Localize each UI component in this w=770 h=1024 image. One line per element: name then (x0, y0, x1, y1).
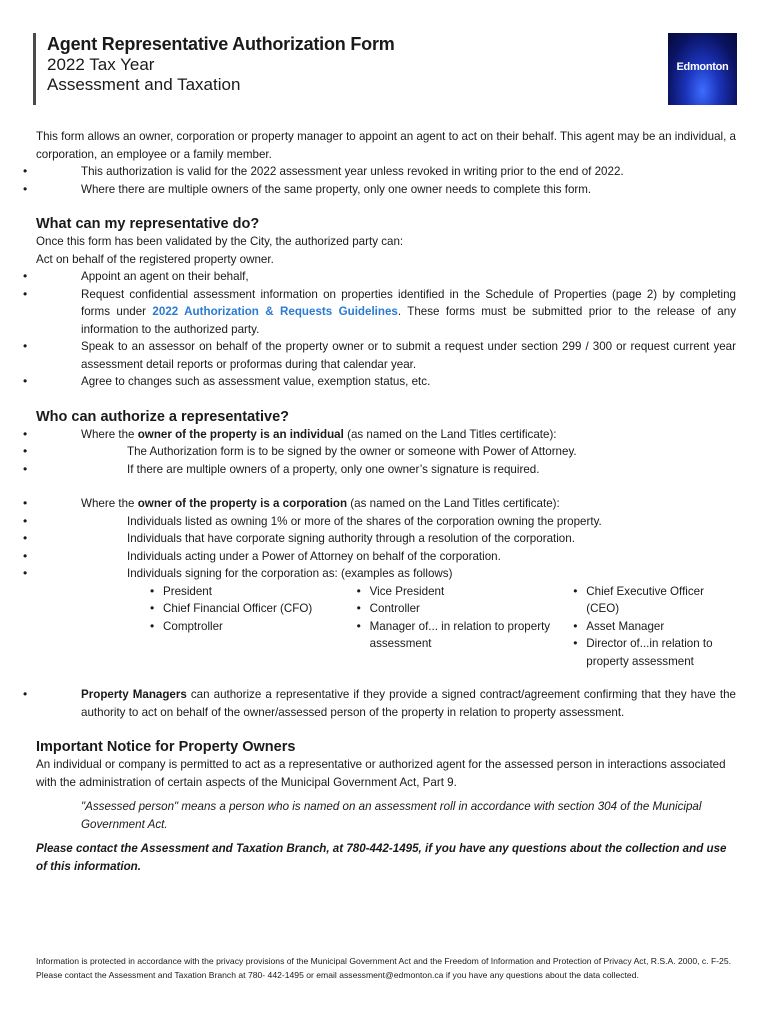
form-header (33, 33, 738, 105)
section-heading-important-notice: Important Notice for Property Owners (36, 739, 296, 755)
corporation-rule-shares: • Individuals listed as owning 1% or more of the shares of the corporation owning the property. (36, 513, 736, 531)
corporation-rule-examples: • Individuals signing for the corporation as: (examples as follows) (36, 565, 736, 583)
officer-title: • Chief Executive Officer (CEO) (586, 583, 736, 618)
section-heading-who-can-authorize: Who can authorize a representative? (36, 408, 290, 425)
corporation-pre: Where the (81, 497, 138, 510)
officer-title: • Comptroller (163, 618, 370, 636)
intro-bullets (36, 163, 736, 198)
officer-title: • Chief Financial Officer (CFO) (163, 600, 370, 618)
officer-title-columns (36, 583, 736, 671)
authorizer-individual (36, 426, 736, 444)
header-accent-bar (33, 33, 36, 105)
authorizer-corporation (36, 495, 736, 513)
individual-rules (36, 443, 736, 478)
form-body (36, 128, 736, 875)
power-request-info (36, 286, 736, 339)
corporation-bold: owner of the property is a corporation (137, 497, 348, 510)
corporation-post: (as named on the Land Titles certificate): (347, 497, 560, 510)
intro-paragraph: This form allows an owner, corporation or property manager to appoint an agent to act on their behalf. This agent may be an individual, a corporation, an employee or a family member. (36, 130, 736, 161)
corporation-rule-signing-authority: • Individuals that have corporate signing authority through a resolution of the corporation. (36, 530, 736, 548)
officer-column-2 (370, 583, 587, 671)
power-request-info-text: Request confidential assessment information on properties identified in the Schedule of Properties (page 2) by completing forms under (81, 287, 736, 318)
officer-column-3 (586, 583, 736, 671)
notice-paragraph: An individual or company is permitted to act as a representative or authorized agent for the assessed person in interactions associated with the administration of certain aspects of the Municipal Government Act, Part 9. (36, 758, 726, 789)
officer-title: • Vice President (370, 583, 587, 601)
individual-post: (as named on the Land Titles certificate): (343, 427, 557, 441)
section1-line1: Once this form has been validated by the City, the authorized party can: (36, 235, 404, 248)
guidelines-link[interactable]: 2022 Authorization & Requests Guidelines (152, 305, 398, 318)
officer-column-1 (163, 583, 370, 671)
officer-title: • President (163, 583, 370, 601)
individual-pre: Where the (81, 427, 138, 441)
individual-rule-multiple: • If there are multiple owners of a property, only one owner’s signature is required. (36, 461, 736, 479)
contact-notice: Please contact the Assessment and Taxation Branch, at 780-442-1495, if you have any questions about the collection and use of this information. (36, 842, 727, 873)
authorizer-list (36, 426, 736, 444)
representative-powers-list (36, 268, 736, 391)
authorizer-property-managers (36, 686, 736, 721)
power-agree-changes: • Agree to changes such as assessment value, exemption status, etc. (36, 373, 736, 391)
form-title: Agent Representative Authorization Form (47, 34, 395, 54)
officer-title: • Director of...in relation to property assessment (586, 635, 736, 670)
authorizer-corporation-list (36, 495, 736, 513)
power-appoint-agent: • Appoint an agent on their behalf, (36, 268, 736, 286)
title-block (47, 33, 395, 95)
property-managers-list (36, 686, 736, 721)
officer-title: • Asset Manager (586, 618, 736, 636)
officer-title: • Manager of... in relation to property assessment (370, 618, 587, 653)
section1-line2: Act on behalf of the registered property owner. (36, 252, 274, 266)
logo-text: Edmonton (676, 61, 729, 73)
power-request-info-tail: . These forms must be submitted prior to the release of any information to the authorized party. (81, 305, 736, 336)
corporation-rule-power-of-attorney: • Individuals acting under a Power of Attorney on behalf of the corporation. (36, 548, 736, 566)
property-managers-bold: Property Managers (81, 688, 187, 701)
property-managers-text: can authorize a representative if they provide a signed contract/agreement confirming that they have the authority to act on behalf of the owner/assessed person of the property in relation to property assessment. (81, 688, 736, 719)
intro-bullet-validity: • This authorization is valid for the 2022 assessment year unless revoked in writing prior to the end of 2022. (36, 163, 736, 181)
individual-rule-signer: • The Authorization form is to be signed by the owner or someone with Power of Attorney. (36, 443, 736, 461)
tax-year: 2022 Tax Year (47, 55, 155, 74)
power-speak-assessor: • Speak to an assessor on behalf of the property owner or to submit a request under section 299 / 300 or request current year assessment detail reports or proformas during that calendar year. (36, 338, 736, 373)
assessed-person-definition: "Assessed person" means a person who is named on an assessment roll in accordance with section 304 of the Municipal Government Act. (81, 800, 702, 831)
section-heading-what-can-do: What can my representative do? (36, 216, 260, 232)
privacy-footer: Information is protected in accordance with the privacy provisions of the Municipal Government Act and the Freedom of Information and Protection of Privacy Act, R.S.A. 2000, c. F-25. Please contact the Assessment and Taxation Branch at 780- 442-1495 or email assessment@edmonton.ca if you have any questions about the data collected. (36, 956, 732, 980)
intro-bullet-multiple-owners: • Where there are multiple owners of the same property, only one owner needs to complete this form. (36, 181, 736, 199)
officer-title: • Controller (370, 600, 587, 618)
edmonton-logo (668, 33, 737, 105)
department-name: Assessment and Taxation (47, 75, 241, 94)
corporation-rules (36, 513, 736, 583)
individual-bold: owner of the property is an individual (137, 427, 344, 441)
